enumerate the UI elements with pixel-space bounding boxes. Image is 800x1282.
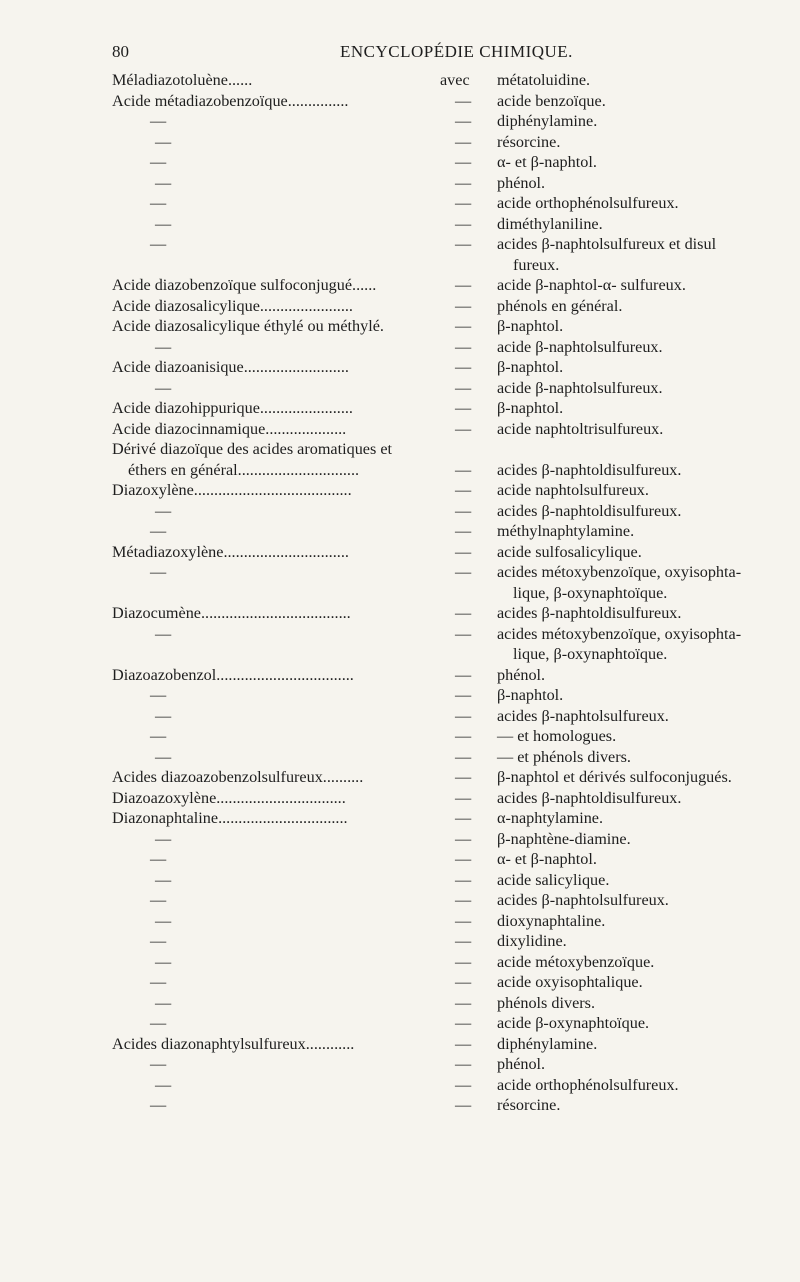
connector: —: [455, 993, 472, 1012]
reagent-name: —: [155, 1075, 172, 1094]
table-row: [0, 501, 800, 522]
reagent-name: Diazocumène.....................................: [112, 604, 351, 622]
reagent-name: —: [155, 624, 172, 643]
reagent-name: —: [150, 932, 167, 950]
reagent-name: —: [150, 1014, 167, 1032]
connector: —: [455, 809, 472, 827]
table-row: [0, 665, 800, 686]
coupling-partner: acide naphtoltrisulfureux.: [497, 419, 664, 438]
table-row: [0, 234, 800, 255]
reagent-name: —: [150, 112, 167, 130]
connector: —: [455, 317, 472, 335]
coupling-partner: diméthylaniline.: [497, 214, 603, 233]
reagent-name: —: [150, 194, 167, 212]
coupling-partner: acides β-naphtolsulfureux.: [497, 891, 669, 909]
table-row: [0, 870, 800, 891]
reagent-name: —: [150, 850, 167, 868]
reagent-name: —: [150, 153, 167, 171]
reagent-name: —: [155, 214, 172, 233]
reagent-name: Diazonaphtaline................................: [112, 809, 348, 827]
coupling-partner: acides β-naphtoldisulfureux.: [497, 788, 682, 807]
coupling-partner: résorcine.: [497, 132, 561, 151]
connector: —: [455, 829, 472, 848]
reagent-name: —: [155, 747, 172, 766]
reagent-name: Diazoazoxylène................................: [112, 788, 346, 807]
reagent-name: —: [150, 891, 167, 909]
table-row: [0, 419, 800, 440]
table-row: [0, 214, 800, 235]
reagent-name: —: [155, 173, 172, 192]
coupling-partner: α- et β-naphtol.: [497, 153, 597, 171]
table-row: [0, 296, 800, 317]
coupling-partner: acides β-naphtolsulfureux et disul: [497, 235, 717, 253]
table-row: [0, 357, 800, 378]
table-row: [0, 788, 800, 809]
coupling-partner: acide β-naphtolsulfureux.: [497, 337, 663, 356]
reagent-name: Acides diazoazobenzolsulfureux..........: [112, 768, 364, 786]
table-row: [0, 808, 800, 829]
table-row: [0, 132, 800, 153]
reagent-name: Acide métadiazobenzoïque...............: [112, 91, 349, 110]
table-row: [0, 767, 800, 788]
coupling-partner: acide métoxybenzoïque.: [497, 952, 655, 971]
coupling-partner: acides β-naphtolsulfureux.: [497, 706, 669, 725]
coupling-partner: phénol.: [497, 665, 546, 684]
reagent-name: Diazoazobenzol..................................: [112, 665, 354, 684]
connector: —: [455, 686, 472, 704]
coupling-partner: résorcine.: [497, 1096, 561, 1114]
reagent-name: —: [150, 235, 167, 253]
reagent-name: —: [155, 337, 172, 356]
connector: —: [455, 911, 472, 930]
reagent-name: Acides diazonaphtylsulfureux............: [112, 1034, 355, 1053]
reagent-name: —: [155, 829, 172, 848]
coupling-partner: — et phénols divers.: [497, 747, 631, 766]
connector: —: [455, 235, 472, 253]
coupling-partner: acide salicylique.: [497, 870, 610, 889]
connector: —: [455, 952, 472, 971]
table-row: [0, 747, 800, 768]
connector: —: [455, 727, 472, 745]
page-header: [0, 42, 800, 64]
table-row: [0, 173, 800, 194]
table-row: [0, 439, 800, 460]
coupling-partner: acide β-oxynaphtoïque.: [497, 1014, 650, 1032]
connector: —: [455, 1014, 472, 1032]
coupling-partner: phénols en général.: [497, 296, 623, 315]
table-row: [0, 726, 800, 747]
coupling-partner: acides β-naphtoldisulfureux.: [497, 604, 682, 622]
reagent-name: —: [155, 706, 172, 725]
coupling-partner: phénol.: [497, 1055, 546, 1073]
coupling-partner: acide orthophénolsulfureux.: [497, 1075, 679, 1094]
table-row: [0, 255, 800, 276]
connector: —: [455, 132, 472, 151]
table-row: [0, 1095, 800, 1116]
page-number: 80: [112, 42, 129, 61]
reaction-table: [0, 70, 800, 1116]
coupling-partner: diphénylamine.: [497, 112, 598, 130]
table-row: [0, 521, 800, 542]
table-row: [0, 460, 800, 481]
table-row: [0, 931, 800, 952]
reagent-name: —: [150, 686, 167, 704]
coupling-partner: β-naphtol.: [497, 686, 564, 704]
connector: —: [455, 194, 472, 212]
reagent-name: Acide diazocinnamique....................: [112, 419, 347, 438]
coupling-partner: fureux.: [513, 255, 560, 274]
connector: —: [455, 112, 472, 130]
reagent-name: Acide diazobenzoïque sulfoconjugué......: [112, 276, 377, 294]
connector: —: [455, 973, 472, 991]
reagent-name: Métadiazoxylène...............................: [112, 542, 349, 561]
table-row: [0, 911, 800, 932]
coupling-partner: β-naphtol.: [497, 317, 564, 335]
coupling-partner: lique, β-oxynaphtoïque.: [513, 645, 668, 663]
table-row: [0, 111, 800, 132]
reagent-name: Acide diazosalicylique éthylé ou méthylé.: [112, 317, 384, 335]
reagent-name: —: [155, 378, 172, 397]
connector: —: [455, 337, 472, 356]
reagent-name: —: [150, 522, 167, 540]
reagent-name: Diazoxylène.......................................: [112, 481, 352, 499]
reagent-name: —: [155, 132, 172, 151]
coupling-partner: β-naphtol.: [497, 358, 564, 376]
table-row: [0, 685, 800, 706]
reagent-name: Acide diazosalicylique.......................: [112, 296, 353, 315]
coupling-partner: métatoluidine.: [497, 71, 591, 89]
reagent-name: éthers en général..............................: [128, 460, 360, 479]
table-row: [0, 706, 800, 727]
coupling-partner: dixylidine.: [497, 932, 567, 950]
coupling-partner: dioxynaphtaline.: [497, 911, 606, 930]
table-row: [0, 972, 800, 993]
connector: avec: [440, 71, 470, 89]
connector: —: [455, 604, 472, 622]
table-row: [0, 337, 800, 358]
coupling-partner: acide orthophénolsulfureux.: [497, 194, 679, 212]
connector: —: [455, 563, 472, 581]
table-row: [0, 849, 800, 870]
connector: —: [455, 91, 472, 110]
table-row: [0, 829, 800, 850]
reagent-name: —: [155, 501, 172, 520]
reagent-name: —: [155, 952, 172, 971]
table-row: [0, 378, 800, 399]
connector: —: [455, 419, 472, 438]
reagent-name: Acide diazohippurique.......................: [112, 399, 353, 417]
table-row: [0, 562, 800, 583]
coupling-partner: acides métoxybenzoïque, oxyisophta-: [497, 624, 742, 643]
coupling-partner: acides β-naphtoldisulfureux.: [497, 460, 682, 479]
coupling-partner: β-naphtol et dérivés sulfoconjugués.: [497, 768, 732, 786]
connector: —: [455, 542, 472, 561]
coupling-partner: lique, β-oxynaphtoïque.: [513, 583, 668, 602]
connector: —: [455, 460, 472, 479]
coupling-partner: α-naphtylamine.: [497, 809, 604, 827]
connector: —: [455, 1034, 472, 1053]
reagent-name: —: [155, 870, 172, 889]
connector: —: [455, 1096, 472, 1114]
coupling-partner: α- et β-naphtol.: [497, 850, 597, 868]
table-row: [0, 993, 800, 1014]
connector: —: [455, 932, 472, 950]
connector: —: [455, 173, 472, 192]
reagent-name: Acide diazoanisique..........................: [112, 358, 349, 376]
table-row: [0, 193, 800, 214]
coupling-partner: méthylnaphtylamine.: [497, 522, 635, 540]
reagent-name: —: [150, 563, 167, 581]
connector: —: [455, 522, 472, 540]
coupling-partner: phénols divers.: [497, 993, 596, 1012]
table-row: [0, 91, 800, 112]
connector: —: [455, 768, 472, 786]
reagent-name: —: [150, 727, 167, 745]
reagent-name: —: [155, 993, 172, 1012]
coupling-partner: acide naphtolsulfureux.: [497, 481, 649, 499]
table-row: [0, 644, 800, 665]
reagent-name: —: [150, 1096, 167, 1114]
connector: —: [455, 747, 472, 766]
connector: —: [455, 481, 472, 499]
connector: —: [455, 665, 472, 684]
connector: —: [455, 624, 472, 643]
connector: —: [455, 153, 472, 171]
reagent-name: Dérivé diazoïque des acides aromatiques et: [112, 440, 393, 458]
coupling-partner: acide oxyisophtalique.: [497, 973, 643, 991]
table-row: [0, 70, 800, 91]
table-row: [0, 624, 800, 645]
table-row: [0, 542, 800, 563]
coupling-partner: — et homologues.: [497, 727, 617, 745]
connector: —: [455, 296, 472, 315]
reagent-name: —: [150, 1055, 167, 1073]
reagent-name: —: [150, 973, 167, 991]
connector: —: [455, 706, 472, 725]
coupling-partner: acide benzoïque.: [497, 91, 606, 110]
connector: —: [455, 214, 472, 233]
reagent-name: —: [155, 911, 172, 930]
coupling-partner: acide β-naphtolsulfureux.: [497, 378, 663, 397]
table-row: [0, 480, 800, 501]
connector: —: [455, 358, 472, 376]
connector: —: [455, 891, 472, 909]
table-row: [0, 603, 800, 624]
table-row: [0, 1013, 800, 1034]
table-row: [0, 890, 800, 911]
connector: —: [455, 850, 472, 868]
running-title: ENCYCLOPÉDIE CHIMIQUE.: [340, 42, 573, 61]
coupling-partner: acides métoxybenzoïque, oxyisophta-: [497, 563, 742, 581]
connector: —: [455, 788, 472, 807]
connector: —: [455, 378, 472, 397]
connector: —: [455, 399, 472, 417]
coupling-partner: β-naphtène-diamine.: [497, 829, 631, 848]
connector: —: [455, 501, 472, 520]
table-row: [0, 152, 800, 173]
coupling-partner: β-naphtol.: [497, 399, 564, 417]
coupling-partner: phénol.: [497, 173, 546, 192]
connector: —: [455, 870, 472, 889]
coupling-partner: acide sulfosalicylique.: [497, 542, 642, 561]
coupling-partner: acides β-naphtoldisulfureux.: [497, 501, 682, 520]
table-row: [0, 275, 800, 296]
table-row: [0, 1034, 800, 1055]
connector: —: [455, 1055, 472, 1073]
reagent-name: Méladiazotoluène......: [112, 71, 253, 89]
table-row: [0, 952, 800, 973]
connector: —: [455, 1075, 472, 1094]
coupling-partner: diphénylamine.: [497, 1034, 598, 1053]
coupling-partner: acide β-naphtol-α- sulfureux.: [497, 276, 686, 294]
table-row: [0, 1054, 800, 1075]
table-row: [0, 316, 800, 337]
table-row: [0, 583, 800, 604]
connector: —: [455, 276, 472, 294]
table-row: [0, 1075, 800, 1096]
table-row: [0, 398, 800, 419]
